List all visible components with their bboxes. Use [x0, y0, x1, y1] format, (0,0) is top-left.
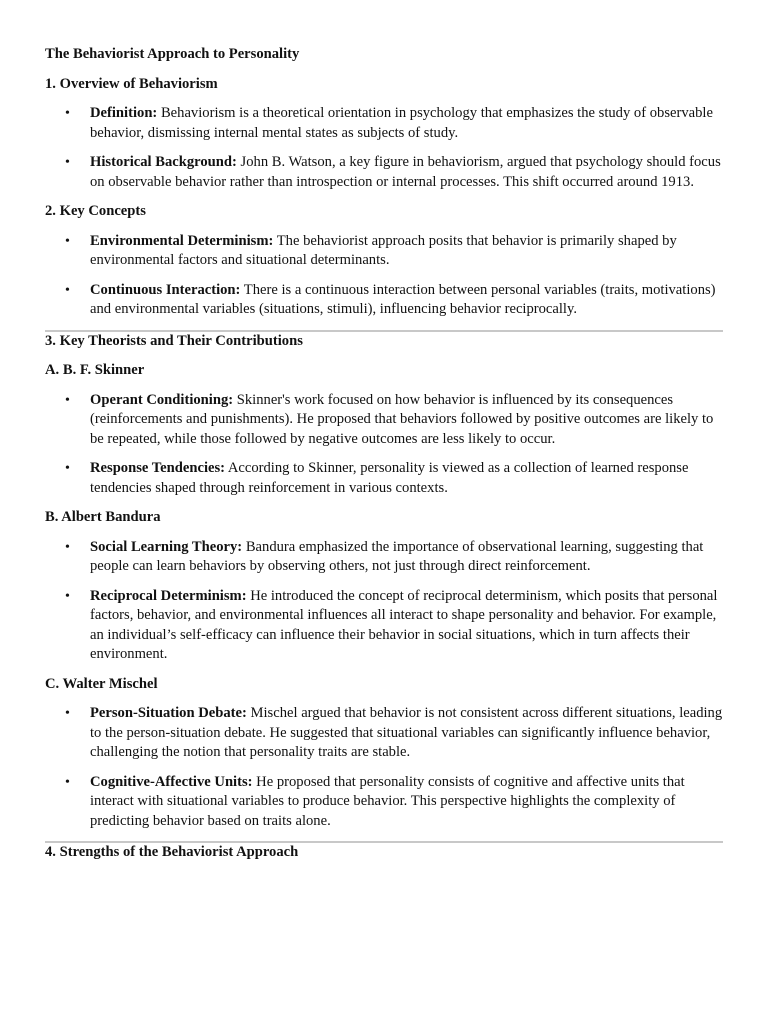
list-item [45, 104, 723, 143]
list-item [45, 232, 723, 271]
list-item [45, 153, 723, 192]
section-heading-key-theorists: 3. Key Theorists and Their Contributions [45, 332, 303, 349]
list-item [45, 704, 723, 763]
list-item [45, 281, 723, 320]
term-description: He introduced the concept of reciprocal determinism, which posits that personal factors, behavior, and environmental influences all interact to shape personality and behavior. For example, an individual’s self-efficacy can influence their behavior in social situations, which in turn affects their environment. [90, 587, 718, 662]
bullet-icon: • [65, 461, 70, 476]
bullet-list-mischel [45, 704, 723, 831]
list-item [45, 391, 723, 450]
section-heading-key-concepts: 2. Key Concepts [45, 203, 146, 219]
term-description: He proposed that personality consists of cognitive and affective units that interact with situational variables to produce behavior. This perspective highlights the complexity of predicting behavior based on traits alone. [90, 773, 685, 829]
bullet-icon: • [65, 774, 70, 790]
subsection-heading-mischel: C. Walter Mischel [45, 675, 158, 692]
subsection-heading-bandura: B. Albert Bandura [45, 509, 161, 525]
term-description: Bandura emphasized the importance of observational learning, suggesting that people can learn behaviors by observing others, not just through direct reinforcement. [90, 538, 704, 574]
bullet-icon: • [65, 282, 70, 298]
bullet-list-bandura [45, 538, 723, 665]
term-label: Response Tendencies: [90, 460, 226, 476]
term-label: Operant Conditioning: [90, 391, 234, 408]
document-page [45, 45, 723, 873]
term-description: Mischel argued that behavior is not consistent across different situations, leading to the person-situation debate. He suggested that situational variables can significantly influence behavior, challenging the notion that personality traits are stable. [90, 705, 723, 760]
bullet-list-overview [45, 104, 723, 192]
section-heading-overview: 1. Overview of Behaviorism [45, 75, 218, 92]
list-item [45, 538, 723, 577]
term-label: Historical Background: [90, 154, 237, 170]
bullet-icon: • [65, 233, 70, 249]
bullet-icon: • [65, 539, 70, 555]
term-label: Definition: [90, 105, 158, 121]
document-title: The Behaviorist Approach to Personality [45, 46, 300, 62]
term-description: The behaviorist approach posits that behavior is primarily shaped by environmental factors and situational determinants. [90, 232, 677, 268]
subsection-heading-skinner: A. B. F. Skinner [45, 362, 145, 378]
term-label: Continuous Interaction: [90, 281, 241, 298]
section-heading-strengths: 4. Strengths of the Behaviorist Approach [45, 844, 299, 860]
bullet-list-skinner [45, 391, 723, 499]
bullet-icon: • [65, 106, 70, 121]
term-label: Cognitive-Affective Units: [90, 773, 253, 790]
bullet-list-key-concepts [45, 232, 723, 320]
bullet-icon: • [65, 155, 70, 170]
term-description: Behaviorism is a theoretical orientation in psychology that emphasizes the study of observable behavior, dismissing internal mental states as subjects of study. [90, 105, 713, 141]
term-label: Environmental Determinism: [90, 232, 274, 249]
term-description: There is a continuous interaction between personal variables (traits, motivations) and environmental variables (situations, stimuli), influencing behavior reciprocally. [90, 281, 716, 317]
bullet-icon: • [65, 588, 70, 604]
term-description: John B. Watson, a key figure in behaviorism, argued that psychology should focus on observable behavior rather than introspection or internal processes. This shift occurred around 1913. [90, 154, 721, 190]
term-label: Social Learning Theory: [90, 538, 243, 555]
list-item [45, 587, 723, 665]
bullet-icon: • [65, 706, 70, 721]
term-label: Person-Situation Debate: [90, 705, 247, 721]
term-description: Skinner's work focused on how behavior is influenced by its consequences (reinforcements and punishments). He proposed that behaviors followed by positive outcomes are likely to be repeated, while those followed by negative outcomes are less likely to occur. [90, 391, 714, 447]
term-description: According to Skinner, personality is viewed as a collection of learned response tendencies shaped through reinforcement in various contexts. [90, 460, 689, 496]
list-item [45, 459, 723, 498]
term-label: Reciprocal Determinism: [90, 587, 247, 604]
bullet-icon: • [65, 392, 70, 408]
list-item [45, 773, 723, 832]
